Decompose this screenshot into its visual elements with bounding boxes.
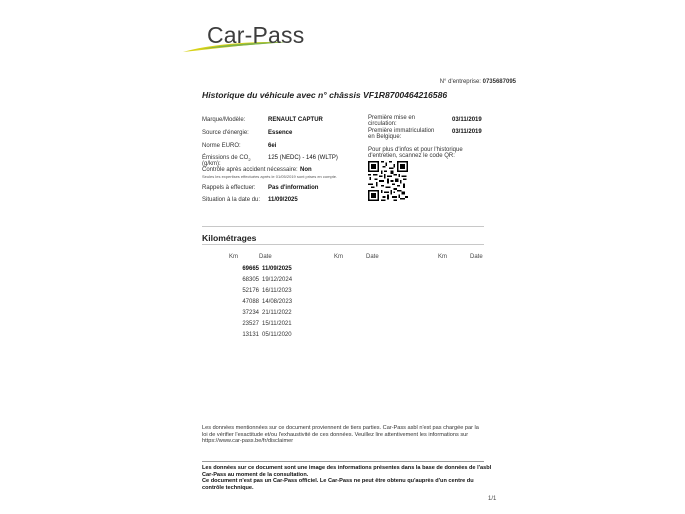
- belgium-registration-label-1: Première immatriculation: [368, 128, 435, 134]
- co2-subscript: 2: [248, 157, 251, 163]
- mileage-km: 68305: [242, 277, 259, 283]
- first-registration-label-1: Première mise en: [368, 115, 416, 121]
- enterprise-value: 0735687095: [482, 79, 516, 85]
- recall-value: Pas d'information: [268, 185, 319, 191]
- belgium-registration-label-2: en Belgique:: [368, 134, 402, 140]
- divider: [202, 461, 484, 462]
- notice: [202, 465, 492, 491]
- mileage-section-title: Kilométrages: [202, 233, 257, 243]
- model-value: RENAULT CAPTUR: [268, 117, 323, 123]
- disclaimer-line: loi de vérifier l'exactitude et/ou l'exhaustivité de ces données. Veuillez lire attentivement les informations sur: [202, 431, 469, 438]
- enterprise-number: [330, 79, 516, 85]
- mileage-date: 11/09/2025: [262, 266, 292, 272]
- belgium-registration-value: 03/11/2019: [452, 129, 482, 135]
- document-title: Historique du véhicule avec n° châssis VF1R8700464216586: [202, 90, 448, 100]
- notice-line: Car-Pass au moment de la consultation.: [202, 471, 309, 478]
- col-date-header-2: Date: [366, 254, 379, 260]
- mileage-km: 47088: [242, 299, 259, 305]
- mileage-date: 15/11/2021: [262, 321, 292, 327]
- situation-value: 11/09/2025: [268, 197, 298, 203]
- col-date-header-3: Date: [470, 254, 483, 260]
- euro-label: Norme EURO:: [202, 143, 241, 149]
- co2-unit-label: (g/km):: [202, 161, 221, 167]
- recall-label: Rappels à effectuer:: [202, 185, 256, 191]
- car-pass-logo: Car-Pass: [207, 22, 305, 48]
- notice-line: contrôle technique.: [202, 484, 254, 491]
- energy-value: Essence: [268, 130, 293, 136]
- col-km-header-1: Km: [229, 254, 238, 260]
- mileage-km: 13131: [242, 332, 259, 338]
- notice-line: Les données sur ce document sont une image des informations présentes dans la base de données de l'asbl: [202, 465, 492, 471]
- notice-line: Ce document n'est pas un Car-Pass officiel. Le Car-Pass ne peut être obtenu qu'auprès d'un centre du: [202, 478, 474, 485]
- mileage-date: 16/11/2023: [262, 288, 292, 294]
- divider: [202, 244, 484, 245]
- qr-text-2: d'entretien, scannez le code QR:: [368, 153, 455, 159]
- enterprise-label: N° d'entreprise:: [439, 79, 481, 85]
- control-label: Contrôle après accident nécessaire:: [202, 167, 298, 173]
- col-km-header-2: Km: [334, 254, 343, 260]
- co2-label-text: Émissions de CO: [202, 155, 249, 161]
- page-number: 1/1: [488, 496, 497, 502]
- co2-value: 125 (NEDC) - 146 (WLTP): [268, 155, 338, 161]
- energy-label: Source d'énergie:: [202, 130, 249, 136]
- qr-code-icon[interactable]: [368, 161, 408, 201]
- first-registration-label-2: circulation:: [368, 121, 397, 127]
- col-km-header-3: Km: [438, 254, 447, 260]
- mileage-date: 21/11/2022: [262, 310, 292, 316]
- model-label: Marque/Modèle:: [202, 117, 246, 123]
- mileage-km: 52176: [242, 288, 259, 294]
- col-date-header-1: Date: [259, 254, 272, 260]
- mileage-km: 69665: [242, 266, 259, 272]
- mileage-date: 19/12/2024: [262, 277, 293, 283]
- situation-label: Situation à la date du:: [202, 197, 261, 203]
- mileage-km: 37234: [242, 310, 259, 316]
- disclaimer: [202, 425, 492, 445]
- qr-text-1: Pour plus d'infos et pour l'historique: [368, 147, 463, 153]
- euro-value: 6ei: [268, 143, 277, 149]
- mileage-km: 23527: [242, 321, 259, 327]
- first-registration-value: 03/11/2019: [452, 117, 482, 123]
- mileage-date: 14/08/2023: [262, 299, 293, 305]
- mileage-date: 05/11/2020: [262, 332, 292, 338]
- control-value: Non: [300, 167, 312, 173]
- divider: [202, 226, 484, 227]
- disclaimer-line: Les données mentionnées sur ce document proviennent de tiers parties. Car-Pass asbl n'est pas chargée par la: [202, 425, 479, 431]
- disclaimer-link[interactable]: https://www.car-pass.be/fr/disclaimer: [202, 438, 294, 445]
- control-note: Seules les expertises effectuées après le 01/05/2019 sont prises en compte.: [202, 174, 338, 179]
